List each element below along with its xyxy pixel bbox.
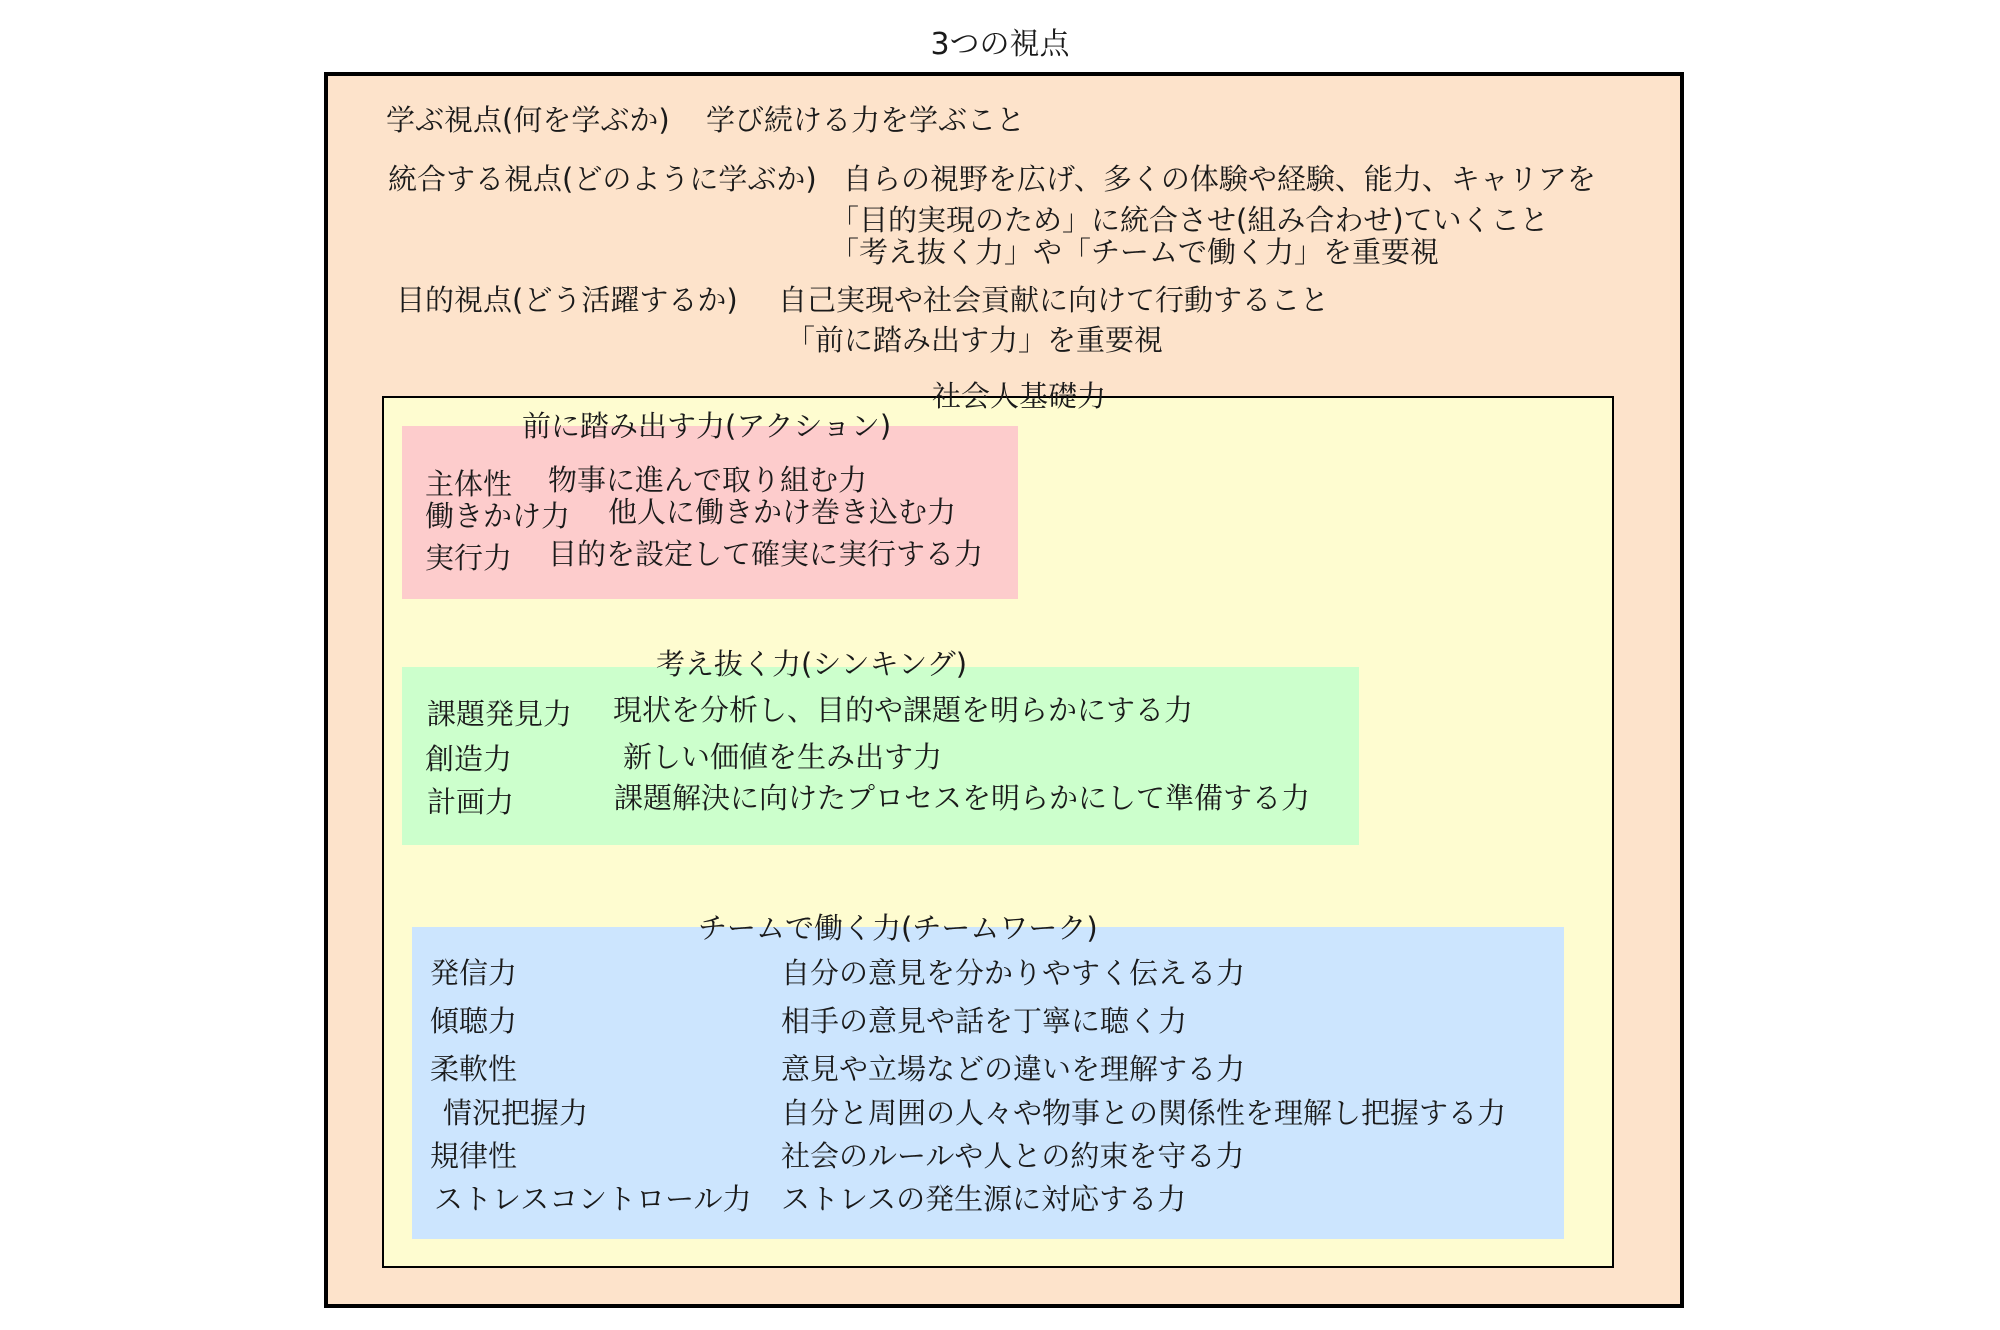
thinking-item-desc: 現状を分析し、目的や課題を明らかにする力	[613, 693, 1194, 727]
learning-viewpoint-text: 学び続ける力を学ぶこと	[706, 103, 1026, 137]
learning-viewpoint-label: 学ぶ視点(何を学ぶか)	[386, 103, 670, 137]
teamwork-item-name: 傾聴力	[430, 1004, 518, 1038]
teamwork-item-desc: 相手の意見や話を丁寧に聴く力	[781, 1004, 1188, 1038]
teamwork-item-name: 柔軟性	[430, 1052, 518, 1086]
integrating-viewpoint-label: 統合する視点(どのように学ぶか)	[388, 162, 817, 196]
basic-skills-title: 社会人基礎力	[932, 379, 1107, 413]
integrating-viewpoint-text-1: 自らの視野を広げ、多くの体験や経験、能力、キャリアを	[843, 162, 1596, 196]
teamwork-item-desc: 意見や立場などの違いを理解する力	[781, 1052, 1246, 1086]
teamwork-item-desc: 社会のルールや人との約束を守る力	[781, 1139, 1245, 1173]
teamwork-item-desc: 自分の意見を分かりやすく伝える力	[781, 956, 1246, 990]
teamwork-item-name: 規律性	[430, 1139, 518, 1173]
teamwork-item-name: 情況把握力	[443, 1096, 589, 1130]
thinking-item-desc: 新しい価値を生み出す力	[623, 740, 943, 774]
diagram-title: 3つの視点	[930, 27, 1070, 62]
purpose-viewpoint-text-1: 自己実現や社会貢献に向けて行動すること	[778, 283, 1330, 317]
thinking-item-name: 課題発見力	[427, 697, 573, 731]
action-item-desc: 目的を設定して確実に実行する力	[548, 537, 984, 571]
action-item-desc: 他人に働きかけ巻き込む力	[608, 495, 957, 529]
purpose-viewpoint-label: 目的視点(どう活躍するか)	[396, 283, 738, 317]
teamwork-item-name: 発信力	[430, 956, 518, 990]
action-item-name: 実行力	[425, 541, 513, 575]
integrating-viewpoint-text-3: 「考え抜く力」や「チームで働く力」を重要視	[830, 235, 1440, 269]
thinking-item-desc: 課題解決に向けたプロセスを明らかにして準備する力	[614, 781, 1311, 815]
action-item-name: 働きかけ力	[425, 499, 571, 533]
teamwork-item-desc: 自分と周囲の人々や物事との関係性を理解し把握する力	[781, 1096, 1507, 1130]
action-title: 前に踏み出す力(アクション)	[522, 409, 892, 443]
teamwork-item-name: ストレスコントロール力	[434, 1182, 752, 1216]
teamwork-title: チームで働く力(チームワーク)	[698, 911, 1098, 945]
action-item-name: 主体性	[425, 467, 513, 501]
thinking-item-name: 計画力	[427, 785, 515, 819]
action-item-desc: 物事に進んで取り組む力	[548, 463, 868, 497]
purpose-viewpoint-text-2: 「前に踏み出す力」を重要視	[786, 323, 1164, 357]
thinking-item-name: 創造力	[425, 742, 513, 776]
integrating-viewpoint-text-2: 「目的実現のため」に統合させ(組み合わせ)ていくこと	[830, 203, 1549, 237]
thinking-title: 考え抜く力(シンキング)	[656, 647, 968, 681]
teamwork-item-desc: ストレスの発生源に対応する力	[781, 1182, 1187, 1216]
